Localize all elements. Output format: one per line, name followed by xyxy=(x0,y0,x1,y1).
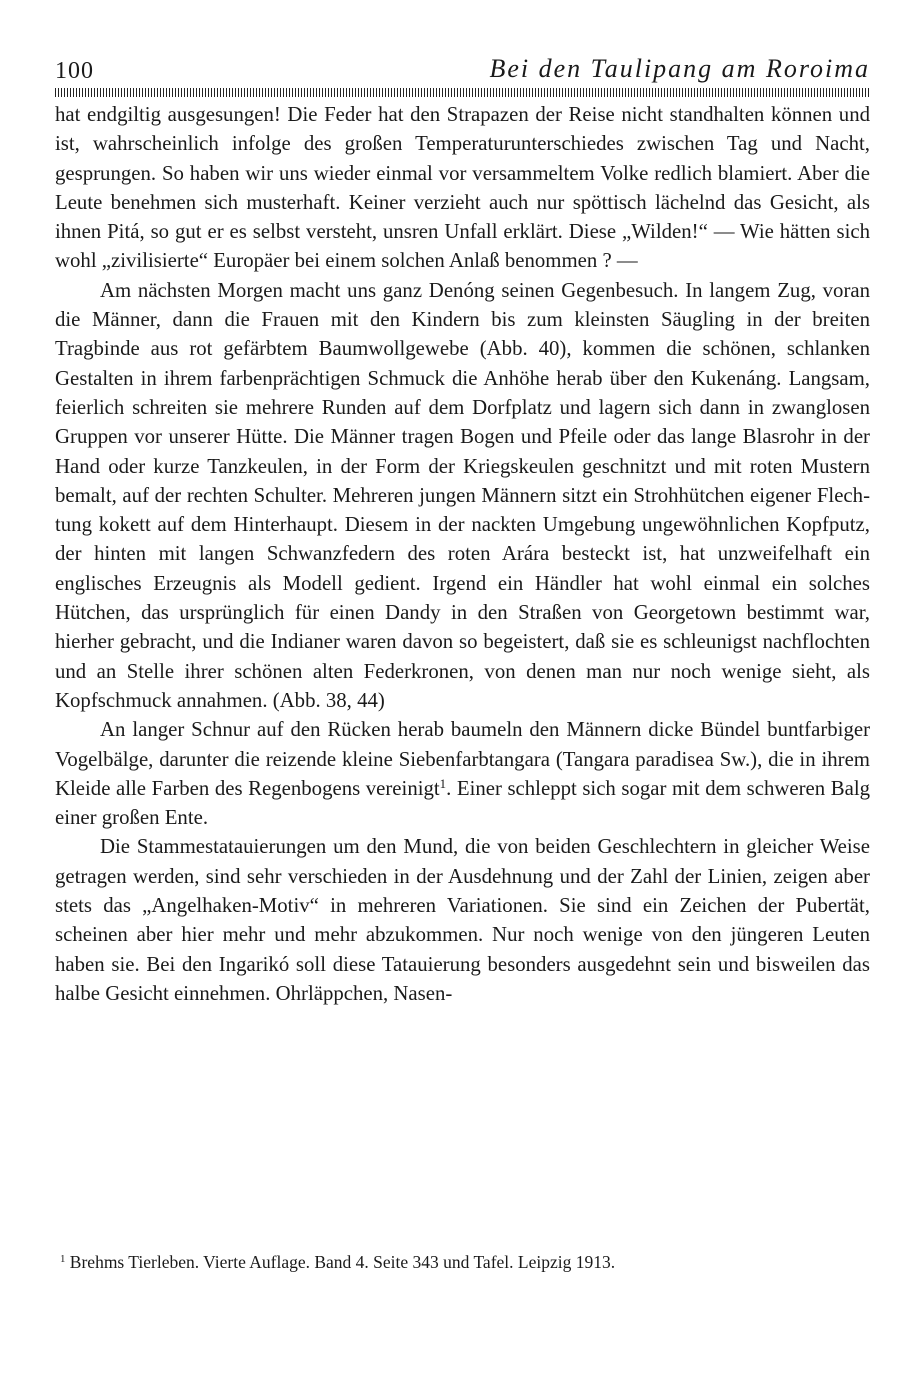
page-number: 100 xyxy=(55,58,94,84)
header-rule xyxy=(55,88,870,97)
footnote xyxy=(55,1250,870,1274)
running-title: Bei den Taulipang am Roroima xyxy=(489,54,870,83)
footnote-mark: 1 xyxy=(60,1253,66,1266)
paragraph-4: Die Stammestatauierungen um den Mund, die von beiden Geschlechtern in gleicher Weise getragen werden, sind sehr verschieden in der Ausdehnung und der Zahl der Linien, zeigen aber stets das „Angelhaken-Motiv“ in mehreren Variationen. Sie sind ein Zeichen der Pubertät, scheinen aber hier mehr und mehr abzukommen. Nur noch wenige von den jüngeren Leuten haben sie. Bei den Ingarikó soll diese Tatauierung besonders ausgedehnt sein und bisweilen das halbe Gesicht einnehmen. Ohrläppchen, Nasen- xyxy=(55,835,870,1005)
paragraph-2: Am nächsten Morgen macht uns ganz Denóng seinen Gegenbesuch. In langem Zug, voran die Männer, dann die Frauen mit den Kindern bis zum kleinsten Säugling in der breiten Tragbinde aus rot gefärbtem Baumwollgewebe (Abb. 40), kommen die schönen, schlanken Gestalten in ihrem farbenprächtigen Schmuck die Anhöhe herab über den Kukenáng. Langsam, feierlich schreiten sie mehrere Runden auf dem Dorfplatz und lagern sich dann in zwanglosen Gruppen vor unserer Hütte. Die Männer tragen Bogen und Pfeile oder das lange Blasrohr in der Hand oder kurze Tanzkeulen, in der Form der Kriegskeulen geschnitzt und mit roten Mustern bemalt, auf der rechten Schulter. Mehreren jungen Männern sitzt ein Strohhütchen eigener Flechtung kokett auf dem Hinterhaupt. Diesem in der nackten Umgebung ungewöhnlichen Kopfputz, der hinten mit langen Schwanzfedern des roten Arára besteckt ist, hat unzweifelhaft ein englisches Erzeugnis als Modell gedient. Irgend ein Händler hat wohl einmal ein solches Hütchen, das ursprünglich für einen Dandy in den Straßen von Georgetown bestimmt war, hierher gebracht, und die Indianer waren davon so begeistert, daß sie es schleunigst nachflochten und an Stelle ihrer schönen alten Federkronen, von denen man nur noch wenige sieht, als Kopfschmuck annahmen. (Abb. 38, 44) xyxy=(55,278,870,712)
paragraph-3-text-a: An langer Schnur auf den Rücken herab baumeln den Männern dicke Bündel buntfarbiger Vogelbälge, darunter die reizende kleine Siebenfarbtangara (Tangara paradisea Sw.), die in ihrem Kleide alle Farben des Regenbogens vereinigt xyxy=(55,718,870,800)
page-header xyxy=(55,54,870,88)
paragraph-1: hat endgiltig ausgesungen! Die Feder hat den Strapazen der Reise nicht standhalten können und ist, wahrscheinlich infolge des großen Temperaturunterschiedes zwischen Tag und Nacht, gesprungen. So haben wir uns wieder einmal vor versammeltem Volke redlich blamiert. Aber die Leute benehmen sich musterhaft. Keiner verzieht auch nur spöttisch lächelnd das Gesicht, als ihnen Pitá, so gut er es selbst versteht, unsren Unfall erklärt. Diese „Wilden!“ — Wie hätten sich wohl „zivilisierte“ Europäer bei einem solchen Anlaß benommen ? — xyxy=(55,103,870,273)
paragraph-3 xyxy=(55,715,870,832)
body-text xyxy=(55,100,870,1008)
paragraph-3-text-b: . Einer schleppt sich sogar mit dem schweren Balg einer großen Ente. xyxy=(55,776,870,830)
footnote-reference[interactable]: 1 xyxy=(439,776,447,791)
footnote-text: Brehms Tierleben. Vierte Auflage. Band 4. Seite 343 und Tafel. Leipzig 1913. xyxy=(65,1252,616,1272)
